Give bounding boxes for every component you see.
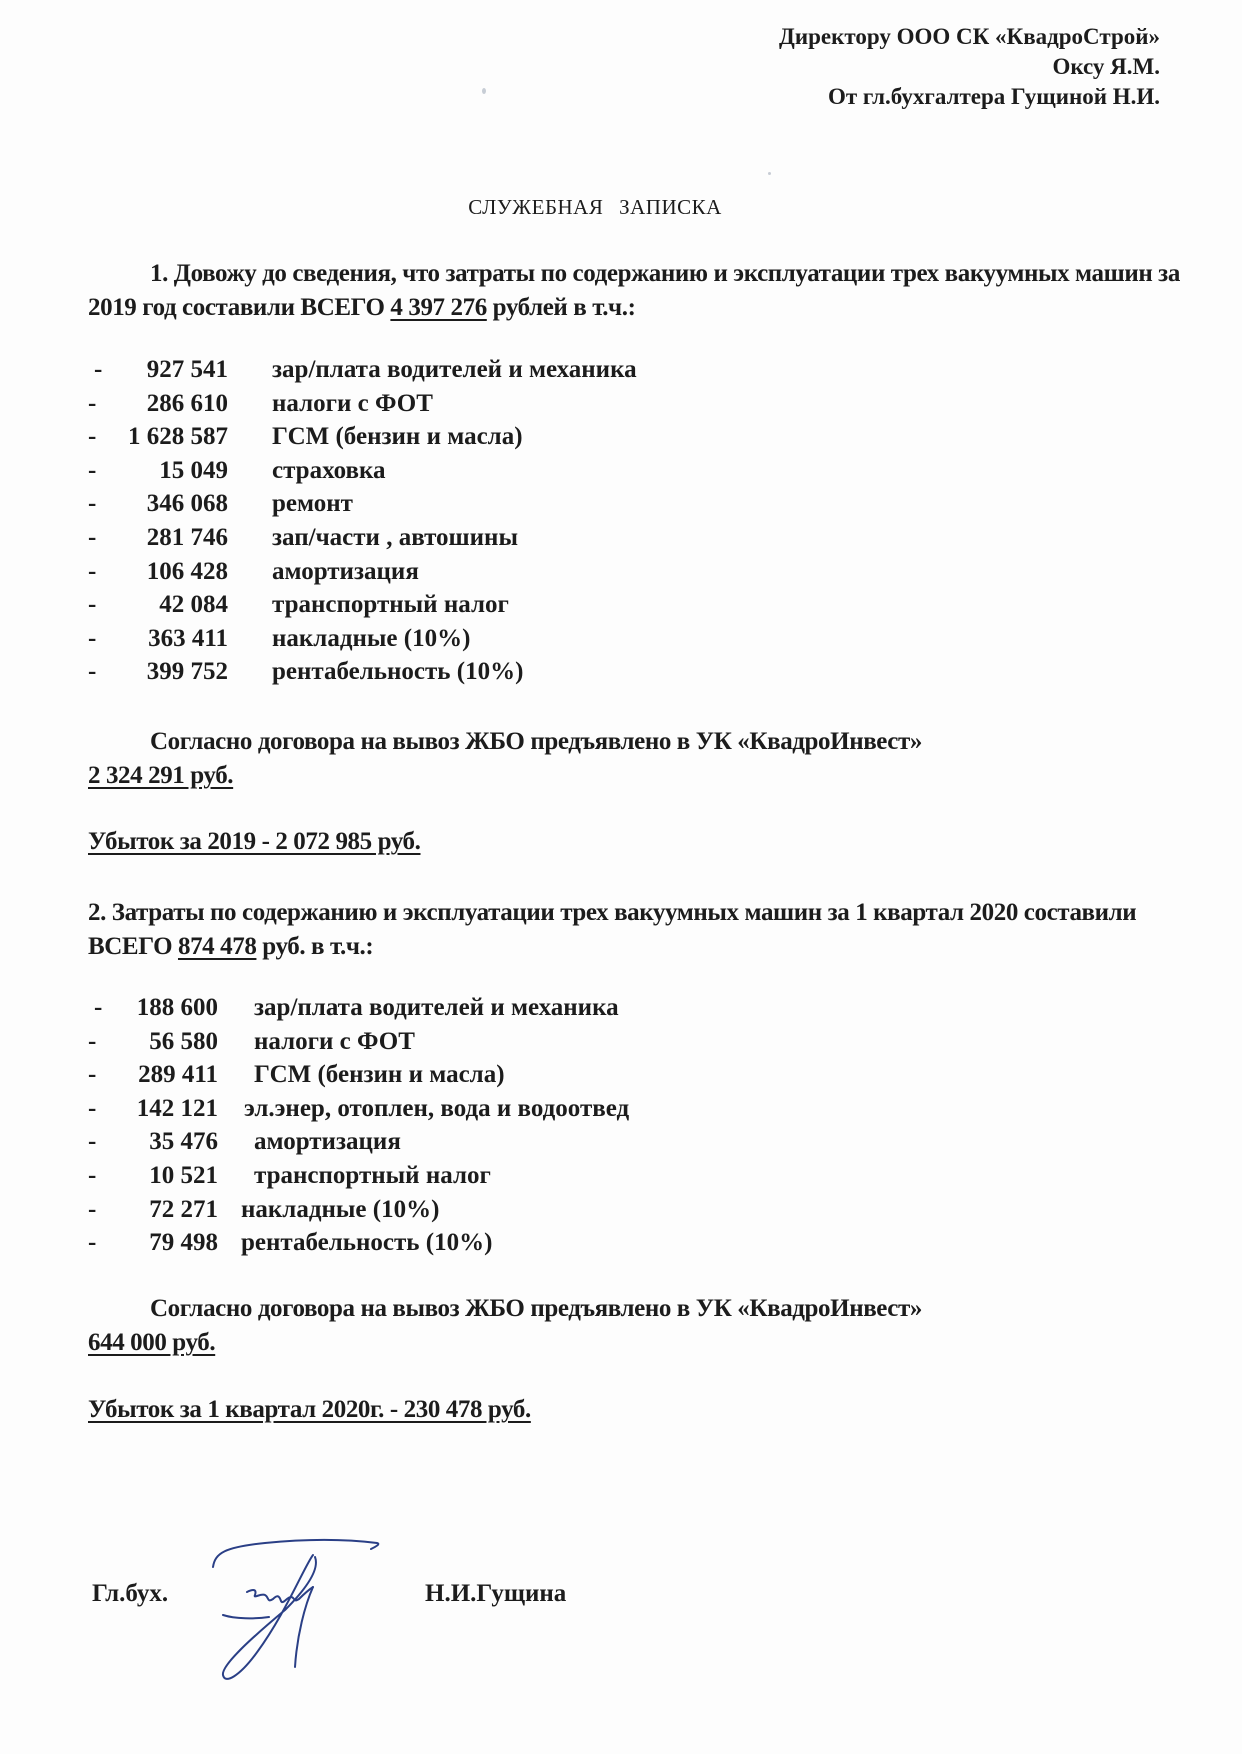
list-dash: - (88, 1027, 97, 1055)
amount-cell (88, 457, 228, 491)
list-dash: - (88, 1061, 97, 1089)
list-dash: - (94, 356, 103, 383)
list-dash: - (88, 423, 97, 451)
section2-billed (88, 1292, 1188, 1360)
document-title (0, 195, 1190, 220)
expense-amount: 56 580 (149, 1027, 218, 1055)
expense-label: ГСМ (бензин и масла) (272, 423, 523, 451)
section2-loss: Убыток за 1 квартал 2020г. - 230 478 руб. (88, 1396, 531, 1423)
expense-amount: 289 411 (138, 1061, 218, 1089)
expense-label: ГСМ (бензин и масла) (254, 1061, 505, 1089)
expense-amount: 35 476 (149, 1128, 218, 1156)
section1-loss-block (88, 825, 1188, 859)
list-dash: - (88, 1161, 97, 1189)
amount-cell (88, 490, 228, 524)
expense-amount: 363 411 (148, 624, 228, 652)
list-dash: - (88, 389, 97, 417)
list-dash: - (88, 1128, 97, 1156)
addressee-block (779, 22, 1160, 112)
expense-amount: 399 752 (146, 658, 228, 686)
list-dash: - (88, 557, 97, 585)
document-title-text: СЛУЖЕБНАЯ ЗАПИСКА (468, 195, 722, 219)
expense-amount: 286 610 (146, 389, 228, 417)
expense-amount: 15 049 (159, 456, 228, 484)
list-dash: - (88, 1195, 97, 1223)
expense-label: транспортный налог (272, 591, 509, 619)
expense-amount: 10 521 (149, 1161, 218, 1189)
expense-label: ремонт (272, 490, 353, 518)
section1-loss: Убыток за 2019 - 2 072 985 руб. (88, 828, 421, 855)
list-dash: - (88, 523, 97, 551)
expense-label: зар/плата водителей и механика (254, 994, 619, 1021)
section2-billed-amount: 644 000 руб. (88, 1329, 216, 1356)
amount-cell (88, 1028, 218, 1062)
amount-cell (88, 591, 228, 625)
expense-label: накладные (10%) (241, 1195, 440, 1223)
section2-intro (88, 896, 1188, 964)
section2-billed-text: Согласно договора на вывоз ЖБО предъявлено в УК «КвадроИнвест» (150, 1295, 922, 1322)
scan-speck (768, 172, 771, 175)
section2-total: 874 478 (177, 933, 257, 960)
expense-amount: 72 271 (149, 1195, 218, 1223)
list-dash: - (88, 1094, 97, 1122)
expense-amount: 281 746 (146, 523, 228, 551)
section1-billed (88, 725, 1188, 793)
amount-cell (88, 1229, 218, 1263)
addressee-name: Оксу Я.М. (1052, 54, 1160, 79)
expense-label: зар/плата водителей и механика (272, 356, 637, 383)
amount-cell (88, 1128, 218, 1162)
expense-amount: 188 600 (136, 994, 218, 1021)
amount-cell (88, 1162, 218, 1196)
expense-label: страховка (272, 456, 386, 484)
addressee-line: Директору ООО СК «КвадроСтрой» (779, 24, 1160, 49)
section1-intro (88, 257, 1188, 325)
section2-intro-text: 2. Затраты по содержанию и эксплуатации трех вакуумных машин за 1 квартал 2020 составили ВСЕГО (88, 899, 1137, 960)
amount-cell (88, 1061, 218, 1095)
amount-cell (88, 356, 228, 390)
expense-amount: 42 084 (159, 591, 228, 619)
amount-cell (88, 994, 218, 1028)
expense-label: зап/части , автошины (272, 523, 518, 551)
section1-intro-suffix: рублей в т.ч.: (486, 294, 636, 321)
list-dash: - (88, 1229, 97, 1257)
section2-loss-block (88, 1393, 1188, 1427)
list-dash: - (88, 456, 97, 484)
signatory-name: Н.И.Гущина (425, 1580, 567, 1607)
amount-cell (88, 558, 228, 592)
sender-line: От гл.бухгалтера Гущиной Н.И. (827, 84, 1160, 109)
amount-cell (88, 1196, 218, 1230)
expense-label: рентабельность (10%) (272, 658, 524, 686)
section1-total: 4 397 276 (390, 294, 487, 321)
amount-cell (88, 423, 228, 457)
signatory-position: Гл.бух. (92, 1580, 169, 1607)
expense-amount: 106 428 (146, 557, 228, 585)
expense-label: налоги с ФОТ (254, 1027, 415, 1055)
amount-cell (88, 524, 228, 558)
list-dash: - (88, 658, 97, 686)
section1-billed-amount: 2 324 291 руб. (88, 762, 234, 789)
expense-label: рентабельность (10%) (241, 1229, 493, 1257)
amount-cell (88, 390, 228, 424)
list-dash: - (88, 591, 97, 619)
expense-amount: 142 121 (136, 1094, 218, 1122)
expense-label: амортизация (272, 557, 419, 585)
expense-amount: 1 628 587 (128, 423, 228, 451)
list-dash: - (94, 994, 103, 1021)
amount-cell (88, 658, 228, 692)
amount-cell (88, 1095, 218, 1129)
signature-underline (223, 1615, 269, 1618)
expense-label: амортизация (254, 1128, 401, 1156)
signature-stroke-top (213, 1540, 378, 1567)
list-dash: - (88, 490, 97, 518)
handwritten-signature (195, 1525, 395, 1695)
amount-cell (88, 625, 228, 659)
scan-speck (482, 88, 486, 94)
list-dash: - (88, 624, 97, 652)
expense-label: транспортный налог (254, 1161, 491, 1189)
section2-intro-suffix: руб. в т.ч.: (256, 933, 374, 960)
expense-amount: 927 541 (146, 356, 228, 383)
section1-intro-text: 1. Довожу до сведения, что затраты по содержанию и эксплуатации трех вакуумных машин за 2019 год составили ВСЕГО (88, 260, 1180, 321)
expense-label: эл.энер, отоплен, вода и водоотвед (244, 1094, 630, 1122)
section1-billed-text: Согласно договора на вывоз ЖБО предъявлено в УК «КвадроИнвест» (150, 728, 922, 755)
expense-label: налоги с ФОТ (272, 389, 433, 417)
expense-label: накладные (10%) (272, 624, 471, 652)
expense-amount: 346 068 (146, 490, 228, 518)
expense-amount: 79 498 (149, 1229, 218, 1257)
